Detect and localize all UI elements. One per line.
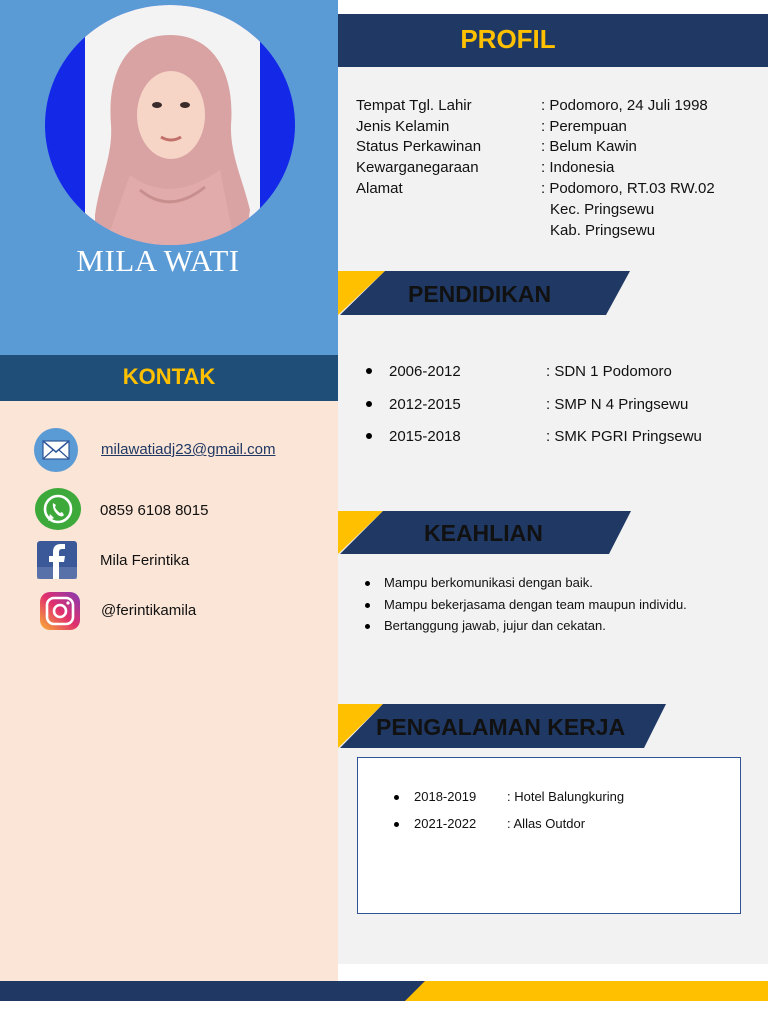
portrait-image <box>45 5 295 245</box>
address-line-regency: Kab. Pringsewu <box>550 222 656 239</box>
profile-value-birth: : Podomoro, 24 Juli 1998 <box>541 97 708 114</box>
education-bullet <box>366 401 372 407</box>
profile-label-citizenship: Kewarganegaraan <box>356 159 479 176</box>
instagram-icon <box>39 591 81 631</box>
experience-place: : Hotel Balungkuring <box>507 789 625 804</box>
profile-value-citizenship: : Indonesia <box>541 159 615 176</box>
email-icon <box>34 428 78 472</box>
education-bullet <box>366 368 372 374</box>
education-title: PENDIDIKAN <box>408 281 552 307</box>
profile-value-address: : Podomoro, RT.03 RW.02 <box>541 180 715 197</box>
profile-value-gender: : Perempuan <box>541 118 627 135</box>
experience-place: : Allas Outdor <box>507 816 586 831</box>
education-school: : SDN 1 Podomoro <box>546 363 672 380</box>
instagram-handle: @ferintikamila <box>101 602 197 619</box>
address-line-district: Kec. Pringsewu <box>550 201 655 218</box>
profile-label-gender: Jenis Kelamin <box>356 118 450 135</box>
education-school: : SMK PGRI Pringsewu <box>546 428 702 445</box>
skill-item: Mampu berkomunikasi dengan baik. <box>384 575 593 590</box>
skill-bullet <box>365 624 370 629</box>
skill-bullet <box>365 603 370 608</box>
experience-years: 2018-2019 <box>414 789 477 804</box>
experience-bullet <box>394 795 399 800</box>
skill-bullet <box>365 581 370 586</box>
experience-bullet <box>394 822 399 827</box>
profile-label-marital: Status Perkawinan <box>356 138 482 155</box>
education-years: 2015-2018 <box>389 428 461 445</box>
experience-box <box>357 757 741 914</box>
profile-value-marital: : Belum Kawin <box>541 138 637 155</box>
facebook-name: Mila Ferintika <box>100 552 190 569</box>
facebook-icon <box>37 541 77 579</box>
email-link[interactable]: milawatiadj23@gmail.com <box>101 441 276 458</box>
education-years: 2012-2015 <box>389 396 461 413</box>
experience-title: PENGALAMAN KERJA <box>376 714 626 740</box>
skill-item: Bertanggung jawab, jujur dan cekatan. <box>384 618 606 633</box>
phone-number: 0859 6108 8015 <box>100 502 209 519</box>
profile-label-address: Alamat <box>356 180 403 197</box>
skills-title: KEAHLIAN <box>424 520 543 546</box>
profile-title: PROFIL <box>460 24 556 54</box>
contact-title: KONTAK <box>122 364 216 389</box>
whatsapp-icon <box>35 488 81 530</box>
education-years: 2006-2012 <box>389 363 461 380</box>
person-name: MILA WATI <box>76 243 240 278</box>
skill-item: Mampu bekerjasama dengan team maupun individu. <box>384 597 687 612</box>
footer-gold-stripe <box>405 981 768 1001</box>
education-bullet <box>366 433 372 439</box>
profile-photo <box>45 5 295 245</box>
education-school: : SMP N 4 Pringsewu <box>546 396 689 413</box>
profile-label-birth: Tempat Tgl. Lahir <box>356 97 472 114</box>
experience-years: 2021-2022 <box>414 816 477 831</box>
